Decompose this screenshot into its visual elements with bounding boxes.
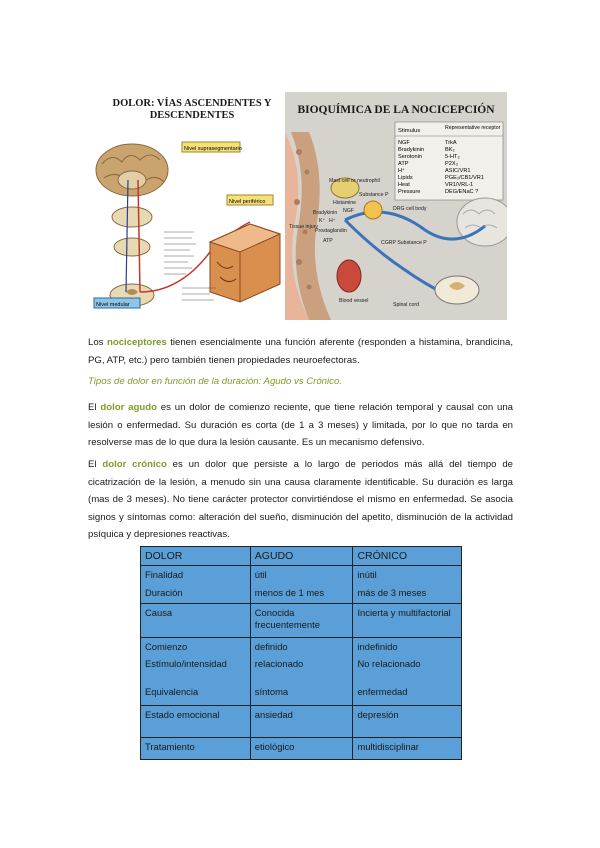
label-supra: Nivel suprasegmentario <box>184 146 242 152</box>
table-cell <box>250 566 353 604</box>
table-cell <box>141 738 251 760</box>
receptor-name: PGE₂/CB1/VR1 <box>445 175 484 181</box>
table-cell <box>250 604 353 638</box>
keyword-dolor-agudo: dolor agudo <box>100 402 157 413</box>
table-cell <box>250 738 353 760</box>
cell-line: Estado emocional <box>145 709 220 720</box>
label-k: K⁺ <box>319 218 326 224</box>
figure-left-title: DOLOR: VÍAS ASCENDENTES Y DESCENDENTES <box>112 98 272 121</box>
intro-paragraph <box>88 334 513 369</box>
table-cell <box>141 638 251 706</box>
receptor-stimulus: Pressure <box>398 189 421 195</box>
cronico-pre: El <box>88 459 103 470</box>
cell-line: útil <box>254 569 267 580</box>
cell-line: Comienzo <box>145 641 188 652</box>
label-atp: ATP <box>323 238 333 244</box>
table-cell <box>353 638 462 706</box>
cell-line: multidisciplinar <box>357 741 419 752</box>
table-cell <box>141 566 251 604</box>
label-medular: Nivel medular <box>96 302 130 308</box>
cell-line: Finalidad <box>145 569 184 580</box>
label-mast-cell: Mast cell or neutrophil <box>329 178 380 184</box>
table-header-row <box>141 547 462 566</box>
pain-comparison-table <box>140 546 462 760</box>
table-cell <box>353 566 462 604</box>
receptor-name: 5-HT₃ <box>445 154 460 160</box>
table-row <box>141 604 462 638</box>
table-row <box>141 638 462 706</box>
label-ngf: NGF <box>343 208 354 214</box>
header-agudo: AGUDO <box>250 547 353 566</box>
figure-pain-pathways <box>92 92 282 320</box>
receptor-table-header-stimulus: Stimulus <box>398 128 421 134</box>
receptor-name: ASIC/VR1 <box>445 168 471 174</box>
label-spinal-cord: Spinal cord <box>393 302 419 308</box>
cell-line: enfermedad <box>357 686 408 697</box>
label-substance-p: Substance P <box>359 192 389 198</box>
table-cell <box>250 706 353 738</box>
cronico-post: es un dolor que persiste a lo largo de periodos más allá del tiempo de cicatrización de la lesión, a menudo sin una causa claramente identificable. Su duración es larga (mas de 3 meses). No tiene carácter protector convirtiéndose el mismo en enfermedad. Se asocia signos y síntomas como: alteración del sueño, disminución del apetito, disminución de la actividad psíquica y depresiones reactivas. <box>88 459 514 540</box>
cell-line: Incierta y multifactorial <box>357 607 451 618</box>
keyword-dolor-cronico: dolor crónico <box>102 459 167 470</box>
header-dolor: DOLOR <box>141 547 251 566</box>
cell-line: No relacionado <box>357 658 421 669</box>
cell-line: Conocida frecuentemente <box>254 607 320 630</box>
section-subtitle: Tipos de dolor en función de la duración: Agudo vs Crónico. <box>88 376 342 387</box>
table-row <box>141 706 462 738</box>
header-cronico: CRÓNICO <box>353 547 462 566</box>
receptor-stimulus: H⁺ <box>398 168 405 174</box>
cell-line: menos de 1 mes <box>254 587 325 598</box>
table-row <box>141 566 462 604</box>
receptor-stimulus: Lipids <box>398 175 413 181</box>
label-bradykinin: Bradykinin <box>313 210 338 216</box>
cell-line: definido <box>254 641 288 652</box>
cell-line: inútil <box>357 569 377 580</box>
receptor-name: TrkA <box>445 140 457 146</box>
cell-line: Tratamiento <box>145 741 195 752</box>
receptor-name: BK₂ <box>445 147 455 153</box>
acute-pain-paragraph <box>88 399 513 452</box>
cell-line: ansiedad <box>254 709 293 720</box>
cell-line: etiológico <box>254 741 295 752</box>
chronic-pain-paragraph <box>88 456 513 544</box>
receptor-stimulus: Heat <box>398 182 410 188</box>
receptor-stimulus: NGF <box>398 140 410 146</box>
receptor-name: DEG/ENaC ? <box>445 189 479 195</box>
cell-line: síntoma <box>254 686 289 697</box>
label-periferico: Nivel periférico <box>229 199 266 205</box>
table-row <box>141 738 462 760</box>
table-cell <box>353 738 462 760</box>
cell-line: relacionado <box>254 658 304 669</box>
label-h: H⁺ <box>329 218 336 224</box>
label-prostaglandin: Prostaglandin <box>315 228 347 234</box>
cell-line: Duración <box>145 587 183 598</box>
label-blood-vessel: Blood vessel <box>339 298 369 304</box>
label-cgrp: CGRP Substance P <box>381 240 427 246</box>
nociception-illustration <box>285 92 507 320</box>
table-cell <box>141 706 251 738</box>
cell-line: Estímulo/intensidad <box>145 658 227 669</box>
cell-line: Equivalencia <box>145 686 199 697</box>
cell-line: depresión <box>357 709 399 720</box>
cell-line: Causa <box>145 607 173 618</box>
receptor-stimulus: ATP <box>398 161 409 167</box>
receptor-table-header-receptor: Representative receptor <box>445 125 501 131</box>
cell-line: indefinido <box>357 641 398 652</box>
label-tissue-injury: Tissue injury <box>289 224 318 230</box>
label-drg: DRG cell body <box>393 206 427 212</box>
intro-post: tienen esencialmente una función aferente (responden a histamina, brandicina, PG, ATP, etc.) pero también tienen propiedades neuroefectoras. <box>88 337 513 366</box>
label-histamine: Histamine <box>333 200 357 206</box>
receptor-name: VR1/VRL-1 <box>445 182 474 188</box>
table-cell <box>250 638 353 706</box>
table-cell <box>141 604 251 638</box>
receptor-name: P2X₃ <box>445 161 458 167</box>
keyword-nociceptores: nociceptores <box>106 337 167 348</box>
pain-pathways-illustration <box>92 92 282 320</box>
agudo-pre: El <box>88 402 101 413</box>
receptor-stimulus: Bradykinin <box>398 147 425 153</box>
table-cell <box>353 604 462 638</box>
agudo-post: es un dolor de comienzo reciente, que tiene relación temporal y causal con una lesión o enfermedad. Su duración es corta (de 1 a 3 meses) y limitada, por lo que no tarda en resolverse mas de lo que dura la lesión causante. Es un mecanismo defensivo. <box>88 402 514 448</box>
figure-right-title: BIOQUÍMICA DE LA NOCICEPCIÓN <box>297 104 495 116</box>
intro-pre: Los <box>88 337 107 348</box>
table-cell <box>353 706 462 738</box>
receptor-stimulus: Serotonin <box>398 154 422 160</box>
cell-line: más de 3 meses <box>357 587 427 598</box>
figure-nociception-biochemistry <box>285 92 507 320</box>
